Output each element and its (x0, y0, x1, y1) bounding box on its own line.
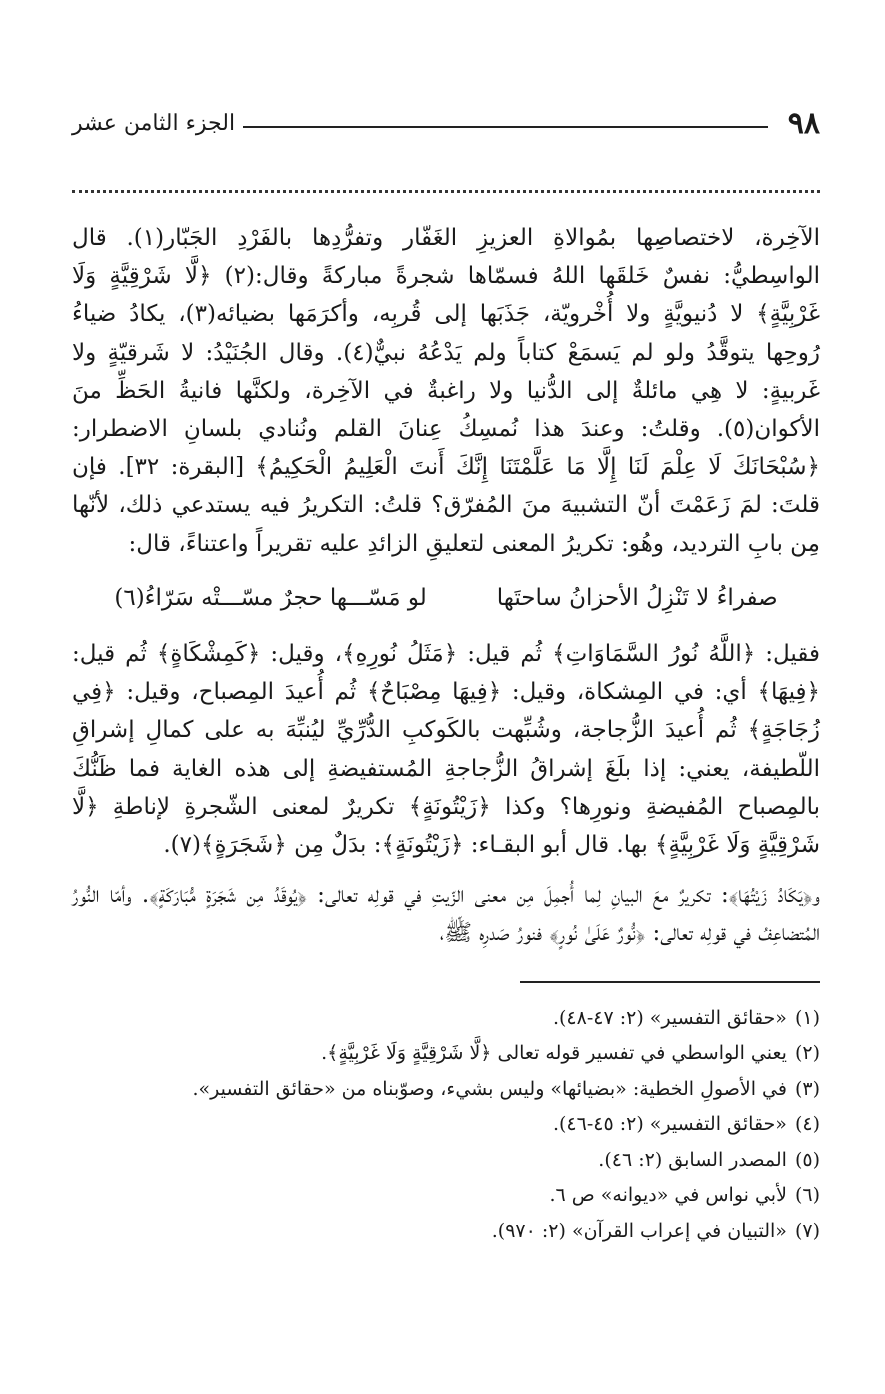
footnote (72, 1001, 820, 1037)
book-page (72, 100, 820, 1249)
verse-second-hemistich: لو مَسّـــها حجرٌ مسّـــتْه سَرّاءُ(٦) (114, 584, 427, 611)
footnote-text: يعني الواسطي في تفسير قوله تعالى ﴿لَّا شَرْقِيَّةٍ وَلَا غَرْبِيَّةٍ﴾. (321, 1042, 787, 1065)
footnote-number: (٥) (794, 1148, 820, 1171)
header-rule (243, 126, 768, 128)
page-header (72, 100, 820, 146)
footnotes (72, 1001, 820, 1250)
footnote-text: «التبيان في إعراب القرآن» (٢: ٩٧٠). (491, 1219, 787, 1242)
footnote-number: (٣) (794, 1077, 820, 1100)
running-title: الجزء الثامن عشر (72, 110, 236, 136)
footnote-number: (٢) (794, 1042, 820, 1065)
paragraph-2: فقيل: ﴿اللَّهُ نُورُ السَّمَاوَاتِ﴾ ثُم قيل: ﴿مَثَلُ نُورِهِ﴾، وقيل: ﴿كَمِشْكَاةٍ﴾ ثُم قيل: ﴿فِيهَا﴾ أي: في المِشكاة، وقيل: ﴿فِيهَا مِصْبَاحٌ﴾ ثُم أُعيدَ المِصباح، وقيل: ﴿فِي زُجَاجَةٍ﴾ ثُم أُعيدَ الزُّجاجة، وشُبِّهت بالكَوكبِ الدُّرِّيِّ ليُنبِّهَ به على كمالِ إشراقِ اللّطيفة، يعني: إذا بلَغَ إشراقُ الزُّجاجةِ المُستفيضةِ إلى هذه الغاية فما ظَنُّكَ بالمِصباح المُفيضةِ ونورِها؟ وكذا ﴿زَيْتُونَةٍ﴾ تكريرٌ لمعنى الشّجرةِ لإناطةِ ﴿لَّا شَرْقِيَّةٍ وَلَا غَرْبِيَّةٍ﴾ بها. قال أبو البقـاء: ﴿زَيْتُونَةٍ﴾: بدَلٌ مِن ﴿شَجَرَةٍ﴾(٧). (72, 641, 820, 859)
footnote-number: (٧) (794, 1219, 820, 1242)
footnote-text: لأبي نواس في «ديوانه» ص ٦. (549, 1184, 787, 1207)
footnote (72, 1178, 820, 1214)
poetry-verse (72, 579, 820, 617)
page-number: ٩٨ (787, 105, 820, 141)
verse-first-hemistich: صفراءُ لا تَنْزِلُ الأحزانُ ساحتَها (496, 584, 778, 611)
dotted-separator (72, 190, 820, 193)
paragraph-3: و﴿يَكَادُ زَيْتُهَا﴾: تكريرٌ معَ البيانِ لِما أُجمِلَ مِن معنى الزّيتِ في قولِه تعالى: ﴿يُوقَدُ مِن شَجَرَةٍ مُّبَارَكَةٍ﴾. وأمّا النُّورُ المُتضاعِفُ في قولِه تعالى: ﴿نُّورٌ عَلَىٰ نُورٍ﴾ فنورُ صَدرِه ﷺ، (72, 882, 820, 947)
paragraph-1: الآخِرة، لاختصاصِها بمُوالاةِ العزيزِ الغَفّار وتفرُّدِها بالفَرْدِ الجَبّار(١). قال الواسِطيُّ: نفسٌ خَلقَها اللهُ فسمّاها شجرةً مباركةً وقال:(٢) ﴿لَّا شَرْقِيَّةٍ وَلَا غَرْبِيَّةٍ﴾ لا دُنيويَّةٍ ولا أُخْرويّة، جَذَبَها إلى قُربِه، وأكرَمَها بضيائه(٣)، يكادُ ضياءُ رُوحِها يتوقَّدُ ولو لم يَسمَعْ كتاباً ولم يَدْعُهُ نبيٌّ(٤). وقال الجُنَيْدُ: لا شَرقيّةٍ ولا غَربيةٍ: لا هِي مائلةٌ إلى الدُّنيا ولا راغبةٌ في الآخِرة، ولكنَّها فانيةُ الحَظِّ منَ الأكوان(٥). وقلتُ: وعندَ هذا نُمسِكُ عِنانَ القلم ونُنادي بلسانِ الاضطرار: ﴿سُبْحَانَكَ لَا عِلْمَ لَنَا إِلَّا مَا عَلَّمْتَنَا إِنَّكَ أَنتَ الْعَلِيمُ الْحَكِيمُ﴾ [البقرة: ٣٢]. فإن قلتَ: لمَ زَعَمْتَ أنّ التشبيهَ منَ المُفرّق؟ قلتُ: التكريرُ فيه يستدعي ذلك، لأنّها مِن بابِ الترديد، وهُو: تكريرُ المعنى لتعليقِ الزائدِ عليه تقريراً واعتناءً، قال: (72, 225, 820, 557)
main-text (72, 219, 820, 953)
footnote-text: «حقائق التفسير» (٢: ٤٥-٤٦). (552, 1113, 787, 1136)
footnote (72, 1036, 820, 1072)
footnote (72, 1072, 820, 1108)
footnote (72, 1107, 820, 1143)
footnote (72, 1143, 820, 1179)
footnote-number: (٤) (794, 1113, 820, 1136)
footnote-text: في الأصولِ الخطية: «بضيائها» وليس بشيء، وصوّبناه من «حقائق التفسير». (192, 1077, 787, 1100)
footnote-text: «حقائق التفسير» (٢: ٤٧-٤٨). (552, 1006, 787, 1029)
footnote-number: (٦) (794, 1184, 820, 1207)
footnote-separator (520, 981, 820, 983)
footnote (72, 1214, 820, 1250)
footnote-number: (١) (794, 1006, 820, 1029)
footnote-text: المصدر السابق (٢: ٤٦). (598, 1148, 787, 1171)
